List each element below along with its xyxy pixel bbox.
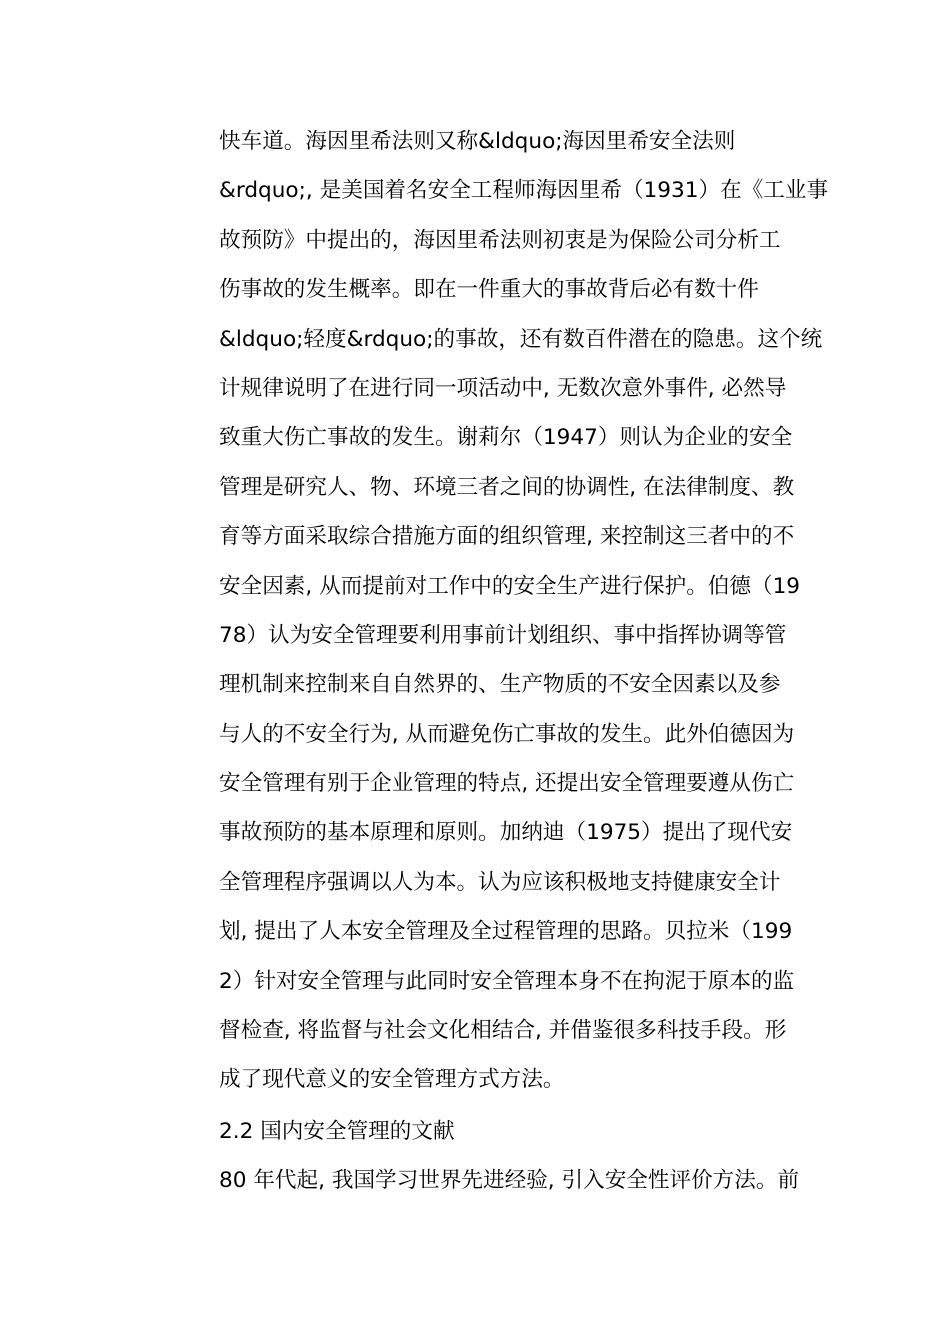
text-line: &ldquo;轻度&rdquo;的事故，还有数百件潜在的隐患。这个统 (219, 326, 823, 352)
text-line: 伤事故的发生概率。即在一件重大的事故背后必有数十件 (219, 277, 759, 303)
text-line: 2）针对安全管理与此同时安全管理本身不在拘泥于原本的监 (219, 968, 795, 994)
document-body (219, 124, 829, 1212)
text-line: 成了现代意义的安全管理方式方法。 (219, 1067, 565, 1093)
text-line: 快车道。海因里希法则又称&ldquo;海因里希安全法则 (219, 129, 736, 154)
section-heading: 2.2 国内安全管理的文献 (219, 1118, 455, 1144)
text-line: 事故预防的基本原理和原则。加纳迪（1975）提出了现代安 (219, 820, 793, 846)
text-line: 育等方面采取综合措施方面的组织管理, 来控制这三者中的不 (219, 524, 795, 550)
text-line: 致重大伤亡事故的发生。谢莉尔（1947）则认为企业的安全 (219, 425, 793, 451)
paragraph-literature-domestic (219, 1163, 823, 1212)
text-line: 全管理程序强调以人为本。认为应该积极地支持健康安全计 (219, 869, 781, 895)
text-line: 80 年代起, 我国学习世界先进经验, 引入安全性评价方法。前 (219, 1167, 800, 1193)
text-line: 计规律说明了在进行同一项活动中, 无数次意外事件, 必然导 (219, 375, 787, 401)
text-line: 督检查, 将监督与社会文化相结合, 并借鉴很多科技手段。形 (219, 1018, 787, 1044)
text-line: &rdquo;, 是美国着名安全工程师海因里希（1931）在《工业事 (219, 178, 829, 204)
text-line: 安全因素, 从而提前对工作中的安全生产进行保护。伯德（19 (219, 573, 801, 599)
text-line: 与人的不安全行为, 从而避免伤亡事故的发生。此外伯德因为 (219, 721, 795, 747)
text-line: 管理是研究人、物、环境三者之间的协调性, 在法律制度、教 (219, 474, 795, 500)
text-line: 故预防》中提出的，海因里希法则初衷是为保险公司分析工 (219, 227, 781, 253)
text-line: 78）认为安全管理要利用事前计划组织、事中指挥协调等管 (219, 622, 787, 648)
text-line: 理机制来控制来自自然界的、生产物质的不安全因素以及参 (219, 672, 781, 698)
text-line: 划, 提出了人本安全管理及全过程管理的思路。贝拉米（199 (219, 919, 793, 945)
text-line: 安全管理有别于企业管理的特点, 还提出安全管理要遵从伤亡 (219, 771, 795, 797)
paragraph-literature-foreign (219, 124, 829, 1112)
